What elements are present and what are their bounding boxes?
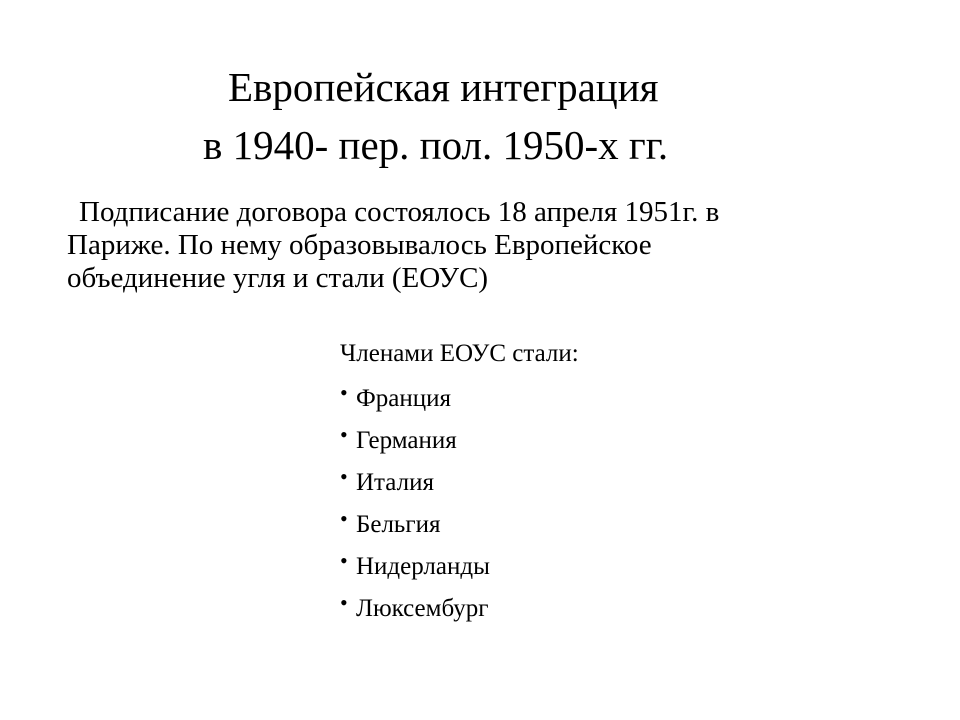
paragraph-line: объединение угля и стали (ЕОУС)	[67, 262, 489, 294]
list-item	[340, 378, 840, 420]
list-item	[340, 588, 840, 630]
member-country: Люксембург	[356, 595, 489, 622]
slide-title	[0, 58, 960, 174]
member-country: Нидерланды	[356, 553, 490, 580]
bullet-icon: •	[340, 422, 348, 447]
member-country: Франция	[356, 385, 451, 412]
bullet-icon: •	[340, 548, 348, 573]
title-line: Европейская интеграция	[228, 64, 659, 110]
bullet-icon: •	[340, 464, 348, 489]
list-item	[340, 546, 840, 588]
bullet-icon: •	[340, 506, 348, 531]
paragraph-line: Париже. По нему образовывалось Европейское	[67, 229, 652, 261]
members-list	[340, 378, 840, 630]
list-item	[340, 420, 840, 462]
bullet-icon: •	[340, 380, 348, 405]
bullet-icon: •	[340, 590, 348, 615]
members-heading: Членами ЕОУС стали:	[340, 340, 579, 367]
member-country: Бельгия	[356, 511, 441, 538]
list-item	[340, 504, 840, 546]
title-line: в 1940- пер. пол. 1950-х гг.	[203, 122, 669, 168]
members-block	[340, 336, 840, 630]
member-country: Италия	[356, 469, 434, 496]
member-country: Германия	[356, 427, 457, 454]
list-item	[340, 462, 840, 504]
paragraph-line: Подписание договора состоялось 18 апреля 1951г. в	[79, 196, 720, 228]
treaty-paragraph	[67, 196, 857, 295]
